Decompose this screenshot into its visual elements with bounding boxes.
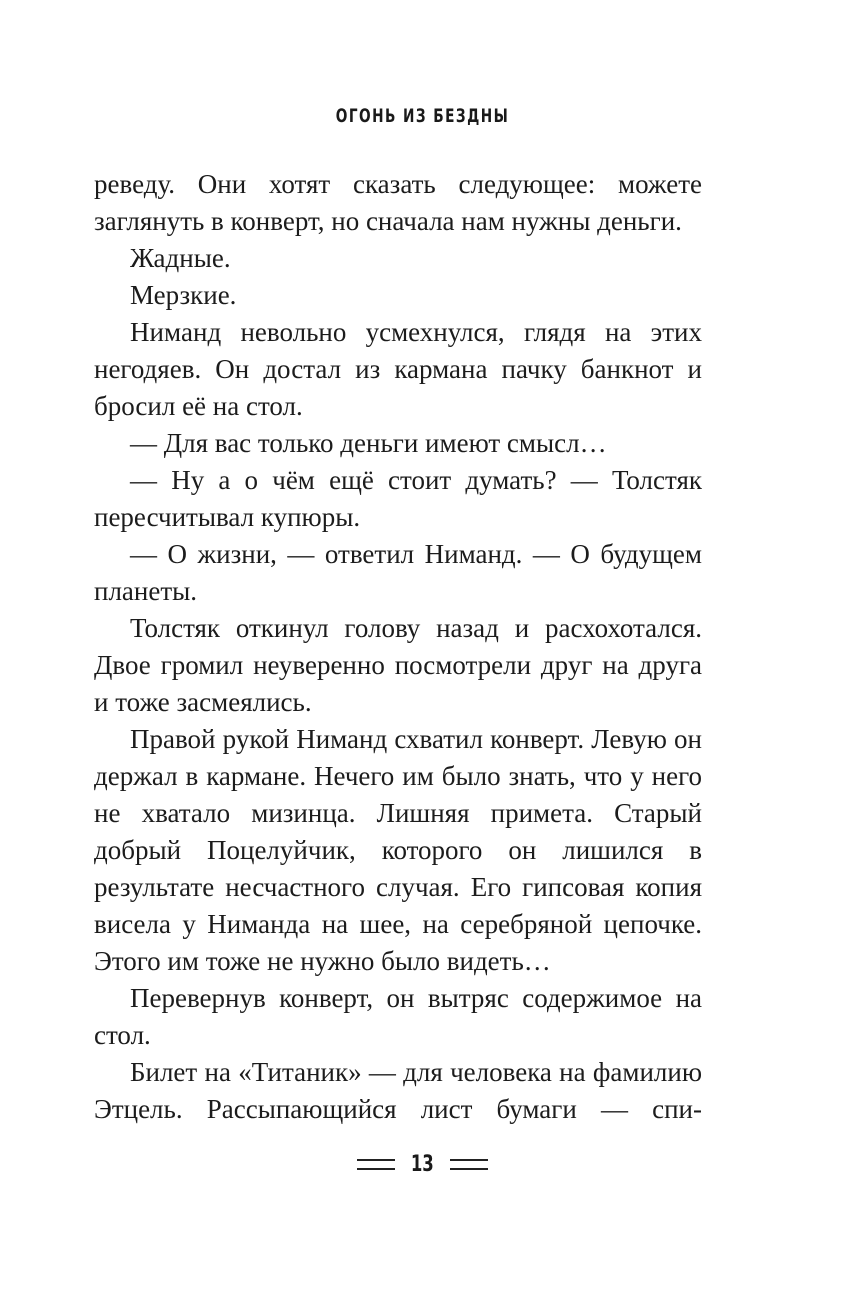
paragraph: Правой рукой Ниманд схватил конверт. Левую он держал в кармане. Нечего им было знать, что у него не хватало мизинца. Лишняя примета. Старый добрый Поцелуйчик, которого он лишился в результате несчастного случая. Его гипсовая копия висела у Ниманда на шее, на серебряной цепочке. Этого им тоже не нужно было видеть… [94,724,702,976]
footer-rule-right [450,1159,488,1170]
paragraph: — Ну а о чём ещё стоит думать? — Толстяк пересчитывал купюры. [94,465,702,532]
running-title: ОГОНЬ ИЗ БЕЗДНЫ [335,105,510,127]
paragraph: реведу. Они хотят сказать следующее: можете заглянуть в конверт, но сначала нам нужны деньги. [94,169,702,236]
footer-rule-left [357,1159,395,1170]
page-footer [0,1152,845,1177]
body-text [94,166,702,1128]
paragraph: Билет на «Титаник» — для человека на фамилию Этцель. Рассыпающийся лист бумаги — спи- [94,1057,702,1124]
paragraph: — Для вас только деньги имеют смысл… [130,428,607,458]
paragraph: Толстяк откинул голову назад и расхохотался. Двое громил неуверенно посмотрели друг на друга и тоже засмеялись. [94,613,702,717]
page-number: 13 [411,1152,434,1177]
paragraph: — О жизни, — ответил Ниманд. — О будущем планеты. [94,539,702,606]
paragraph: Жадные. [130,243,231,273]
paragraph: Мерзкие. [130,280,237,310]
paragraph: Перевернув конверт, он вытряс содержимое на стол. [94,983,702,1050]
paragraph: Нимaнд невольно усмехнулся, глядя на этих негодяев. Он достал из кармана пачку банкнот и бросил её на стол. [94,317,702,421]
